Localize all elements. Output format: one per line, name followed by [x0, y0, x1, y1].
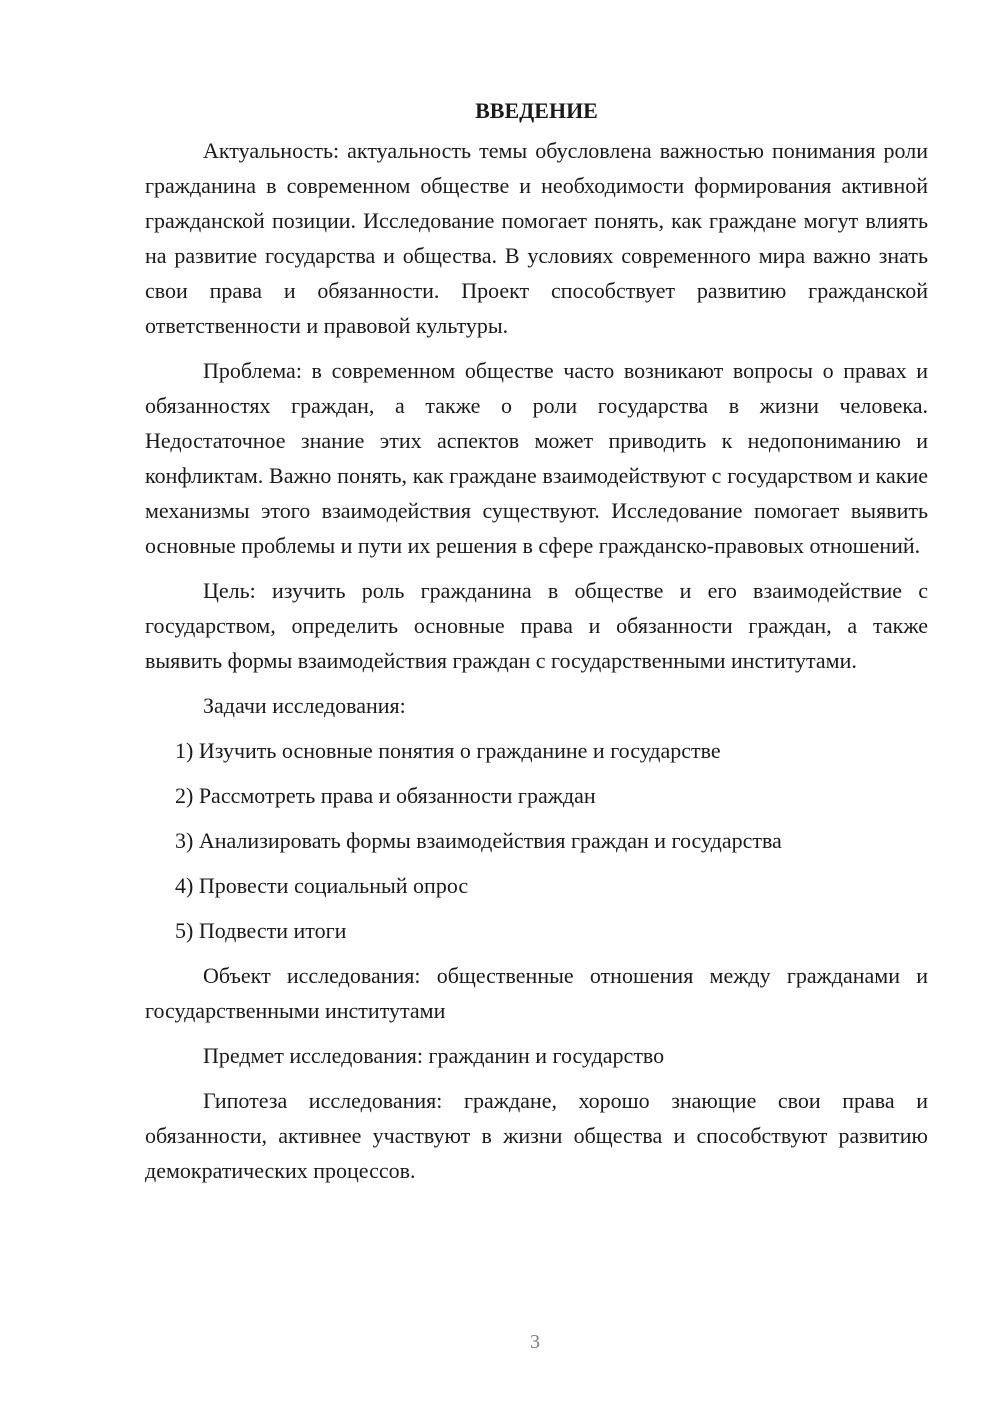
hypothesis-paragraph: Гипотеза исследования: граждане, хорошо знающие свои права и обязанности, активнее участвуют в жизни общества и способствуют развитию демократических процессов. [145, 1088, 928, 1183]
page-content [145, 93, 928, 1198]
goal-paragraph: Цель: изучить роль гражданина в обществе и его взаимодействие с государством, определить основные права и обязанности граждан, а также выявить формы взаимодействия граждан с государственными институтами. [145, 578, 928, 673]
object-paragraph: Объект исследования: общественные отношения между гражданами и государственными институтами [145, 963, 928, 1023]
task-item: 3) Анализировать формы взаимодействия граждан и государства [175, 828, 782, 853]
page-number: 3 [530, 1331, 540, 1353]
relevance-paragraph: Актуальность: актуальность темы обусловлена важностью понимания роли гражданина в современном обществе и необходимости формирования активной гражданской позиции. Исследование помогает понять, как граждане могут влиять на развитие государства и общества. В условиях современного мира важно знать свои права и обязанности. Проект способствует развитию гражданской ответственности и правовой культуры. [145, 138, 928, 338]
task-item: 1) Изучить основные понятия о гражданине и государстве [175, 738, 721, 763]
tasks-list [145, 733, 928, 948]
section-heading: ВВЕДЕНИЕ [475, 98, 598, 123]
problem-paragraph: Проблема: в современном обществе часто возникают вопросы о правах и обязанностях граждан, а также о роли государства в жизни человека. Недостаточное знание этих аспектов может приводить к недопониманию и конфликтам. Важно понять, как граждане взаимодействуют с государством и какие механизмы этого взаимодействия существуют. Исследование помогает выявить основные проблемы и пути их решения в сфере гражданско-правовых отношений. [145, 358, 928, 558]
task-item: 4) Провести социальный опрос [175, 873, 469, 898]
task-item: 2) Рассмотреть права и обязанности граждан [175, 783, 596, 808]
tasks-label: Задачи исследования: [203, 693, 406, 718]
subject-paragraph: Предмет исследования: гражданин и государство [203, 1043, 665, 1068]
task-item: 5) Подвести итоги [175, 918, 347, 943]
